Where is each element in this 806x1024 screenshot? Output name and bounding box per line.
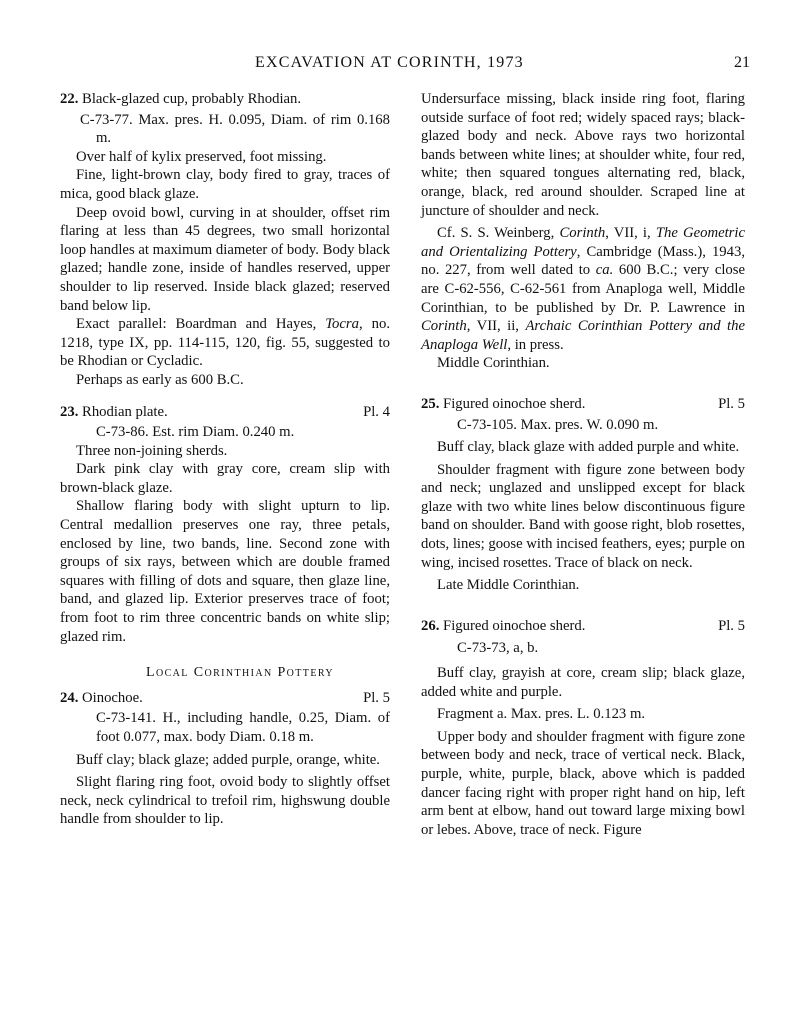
- entry-23-preservation: Three non-joining sherds.: [76, 442, 228, 459]
- entry-25-inventory: C-73-105. Max. pres. W. 0.090 m.: [457, 416, 659, 433]
- entry-25-heading: [421, 395, 745, 414]
- entry-24-comparanda: Cf. S. S. Weinberg, Corinth, VII, i, The Geometric and Orientalizing Pottery, Cambridge (Mass.), 1943, no. 227, from well dated to ca. 600 B.C.; very close are C-62-556, C-62-561 from Anaploga well, Middle Corinthian, to be published by Dr. P. Lawrence in Corinth, VII, ii, Archaic Corinthian Pottery and the Anaploga Well, in press.: [421, 225, 745, 353]
- entry-26-fragment-a: Fragment a. Max. pres. L. 0.123 m.: [437, 706, 646, 723]
- entry-25-description: Shoulder fragment with figure zone between body and neck; unglazed and unslipped except for black glaze with two white lines below discontinuous figure band on shoulder. Band with goose right, blob rosettes, dots, lines; goose with incised feathers, eyes; purple on wing, incised rosettes. Trace of black on neck.: [421, 461, 745, 571]
- entry-22-fabric: Fine, light-brown clay, body fired to gray, traces of mica, good black glaze.: [60, 167, 390, 202]
- entry-23-description: Shallow flaring body with slight upturn to lip. Central medallion preserves one ray, three petals, enclosed by line, two bands, line. Second zone with groups of six rays, between which are double framed squares with filling of dots and square, then glaze line, band, and glazed lip. Exterior preserves trace of foot; from foot to rim three concentric bands on white slip; glazed rim.: [60, 498, 390, 645]
- entry-25-date: Late Middle Corinthian.: [437, 577, 580, 594]
- entry-title: Oinochoe.: [82, 689, 143, 706]
- entry-24-inventory: C-73-141. H., including handle, 0.25, Diam. of foot 0.077, max. body Diam. 0.18 m.: [96, 710, 390, 745]
- entry-24-heading: [60, 689, 390, 708]
- page-header: [60, 54, 750, 78]
- left-column: [60, 90, 390, 829]
- entry-number: 24.: [60, 689, 79, 706]
- entry-number: 23.: [60, 403, 79, 420]
- entry-22-inventory: C-73-77. Max. pres. H. 0.095, Diam. of rim 0.168 m.: [80, 111, 390, 147]
- right-column: [421, 90, 745, 839]
- section-heading: Local Corinthian Pottery: [146, 665, 334, 681]
- entry-24-description: Slight flaring ring foot, ovoid body to slightly offset neck, neck cylindrical to trefoil rim, highswung double handle from shoulder to lip.: [60, 774, 390, 828]
- entry-23-heading: [60, 403, 390, 422]
- entry-23-inventory: C-73-86. Est. rim Diam. 0.240 m.: [96, 424, 295, 441]
- entry-22-heading: [60, 90, 390, 109]
- plate-reference: Pl. 5: [363, 689, 390, 706]
- plate-reference: Pl. 5: [718, 617, 745, 634]
- entry-title: Rhodian plate.: [82, 403, 168, 420]
- entry-22-parallel: Exact parallel: Boardman and Hayes, Tocra, no. 1218, type IX, pp. 114-115, 120, fig. 55, suggested to be Rhodian or Cycladic.: [60, 316, 390, 370]
- entry-22-date: Perhaps as early as 600 B.C.: [76, 371, 244, 388]
- entry-number: 25.: [421, 395, 440, 412]
- entry-24-fabric: Buff clay; black glaze; added purple, orange, white.: [76, 751, 380, 768]
- entry-26-heading: [421, 617, 745, 636]
- citation-title: Tocra: [325, 316, 359, 333]
- entry-22-preservation: Over half of kylix preserved, foot missing.: [76, 148, 327, 165]
- entry-22-description: Deep ovoid bowl, curving in at shoulder, offset rim flaring at less than 45 degrees, two small horizontal loop handles at maximum diameter of body. Body black glazed; handle zone, inside of handles reserved, upper shoulder to lip reserved. Inside black glazed; reserved band below lip.: [60, 204, 390, 314]
- entry-number: 26.: [421, 617, 440, 634]
- entry-25-fabric: Buff clay, black glaze with added purple and white.: [437, 439, 740, 456]
- running-title: EXCAVATION AT CORINTH, 1973: [255, 54, 524, 71]
- entry-title: Black-glazed cup, probably Rhodian.: [82, 91, 302, 107]
- entry-number: 22.: [60, 91, 79, 107]
- entry-24-decoration: Undersurface missing, black inside ring foot, flaring outside surface of foot red; widely spaced rays; black-glazed body and neck. Above rays two horizontal bands between white lines; at shoulder white, four red, white; then squared tongues alternating red, black, orange, black, red around shoulder. Scraped line at juncture of shoulder and neck.: [421, 91, 745, 219]
- entry-26-fabric: Buff clay, grayish at core, cream slip; black glaze, added white and purple.: [421, 665, 745, 700]
- entry-26-inventory: C-73-73, a, b.: [457, 640, 539, 657]
- entry-title: Figured oinochoe sherd.: [443, 395, 586, 412]
- plate-reference: Pl. 5: [718, 395, 745, 412]
- plate-reference: Pl. 4: [363, 403, 390, 420]
- entry-title: Figured oinochoe sherd.: [443, 617, 586, 634]
- entry-23-fabric: Dark pink clay with gray core, cream slip with brown-black glaze.: [60, 461, 390, 496]
- entry-24-date: Middle Corinthian.: [437, 355, 550, 372]
- entry-26-description: Upper body and shoulder fragment with figure zone between body and neck, trace of vertical neck. Black, purple, white, purple, black, above which is padded dancer facing right with proper right hand on hip, left arm bent at elbow, hand out toward large mixing bowl or lebes. Above, trace of neck. Figure: [421, 728, 745, 838]
- page-number: 21: [734, 54, 750, 71]
